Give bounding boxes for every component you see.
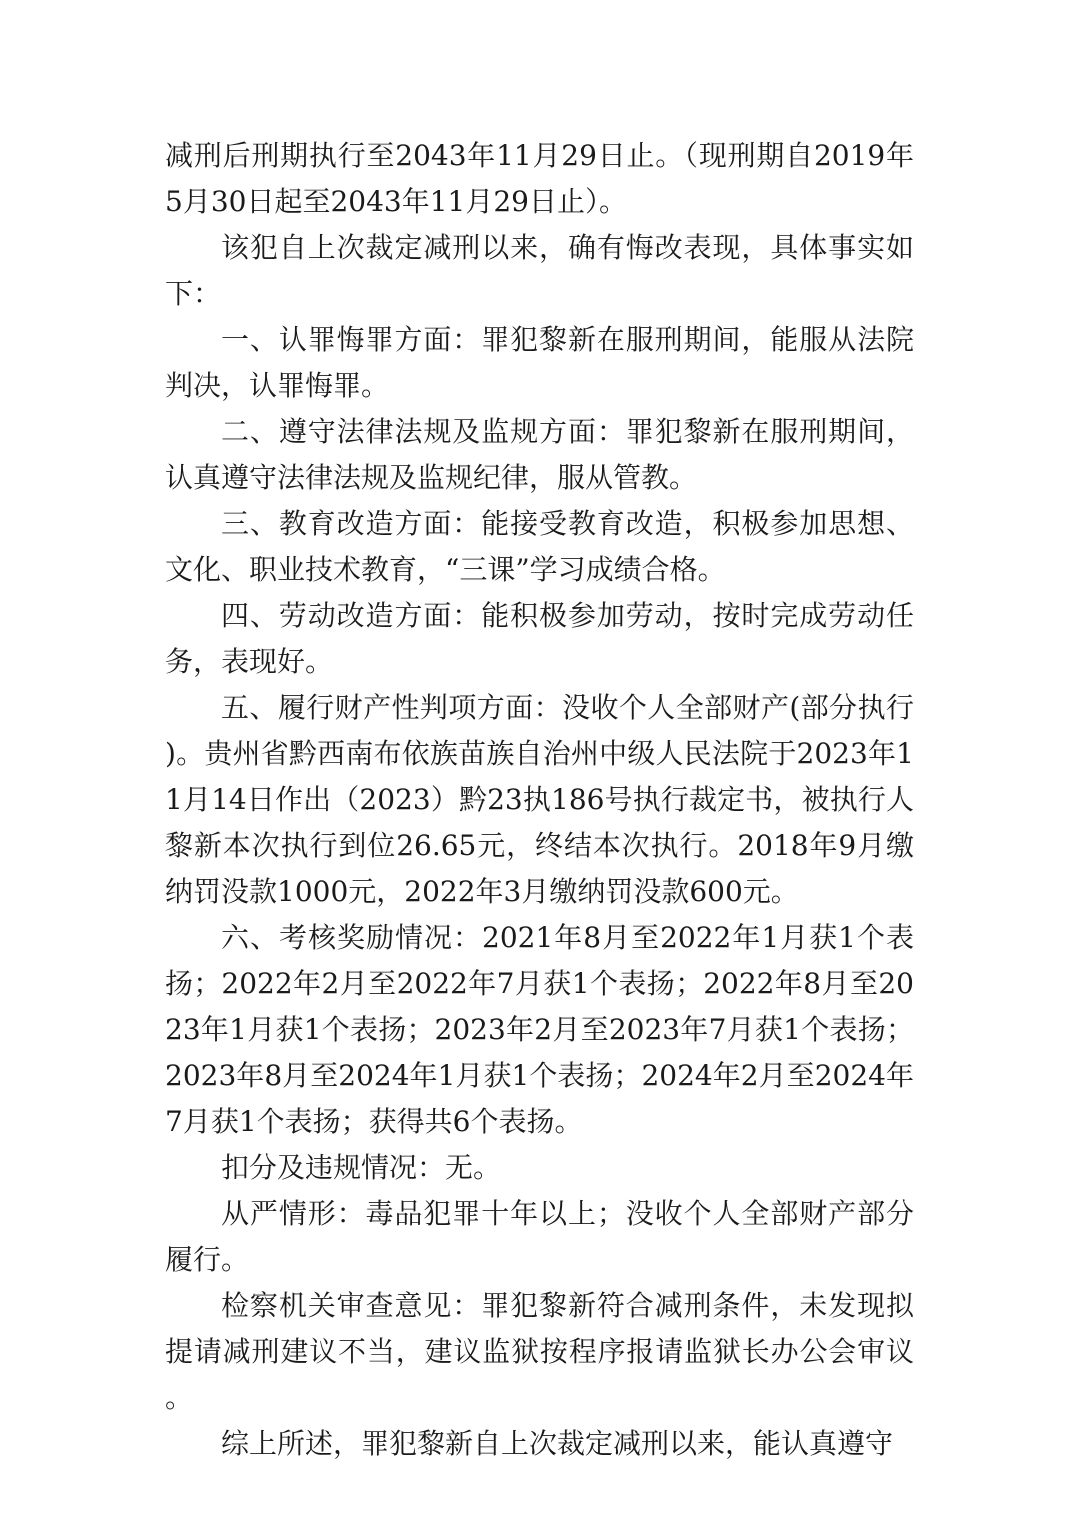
- paragraph-procuratorate-opinion: 检察机关审查意见：罪犯黎新符合减刑条件，未发现拟提请减刑建议不当，建议监狱按程序报请监狱长办公会审议。: [165, 1289, 914, 1414]
- paragraph-strict-circumstances: 从严情形：毒品犯罪十年以上；没收个人全部财产部分履行。: [165, 1197, 914, 1276]
- paragraph-summary: 综上所述，罪犯黎新自上次裁定减刑以来，能认真遵守: [221, 1427, 894, 1460]
- paragraph-item-5: 五、履行财产性判项方面：没收个人全部财产(部分执行)。贵州省黔西南布依族苗族自治州中级人民法院于2023年11月14日作出（2023）黔23执186号执行裁定书，被执行人黎新本次执行到位26.65元，终结本次执行。2018年9月缴纳罚没款1000元，2022年3月缴纳罚没款600元。: [165, 691, 914, 908]
- paragraph-item-6: 六、考核奖励情况：2021年8月至2022年1月获1个表扬；2022年2月至2022年7月获1个表扬；2022年8月至2023年1月获1个表扬；2023年2月至2023年7月获1个表扬；2023年8月至2024年1月获1个表扬；2024年2月至2024年7月获1个表扬；获得共6个表扬。: [165, 921, 914, 1138]
- paragraph-item-2: 二、遵守法律法规及监规方面：罪犯黎新在服刑期间，认真遵守法律法规及监规纪律，服从管教。: [165, 415, 914, 494]
- paragraph-item-4: 四、劳动改造方面：能积极参加劳动，按时完成劳动任务，表现好。: [165, 599, 914, 678]
- paragraph-sentence-continuation: 减刑后刑期执行至2043年11月29日止。（现刑期自2019年5月30日起至2043年11月29日止）。: [165, 139, 914, 218]
- paragraph-deductions: 扣分及违规情况：无。: [221, 1151, 502, 1184]
- paragraph-item-3: 三、教育改造方面：能接受教育改造，积极参加思想、文化、职业技术教育，“三课”学习成绩合格。: [165, 507, 914, 586]
- paragraph-intro: 该犯自上次裁定减刑以来，确有悔改表现，具体事实如下：: [165, 231, 914, 310]
- paragraph-item-1: 一、认罪悔罪方面：罪犯黎新在服刑期间，能服从法院判决，认罪悔罪。: [165, 323, 914, 402]
